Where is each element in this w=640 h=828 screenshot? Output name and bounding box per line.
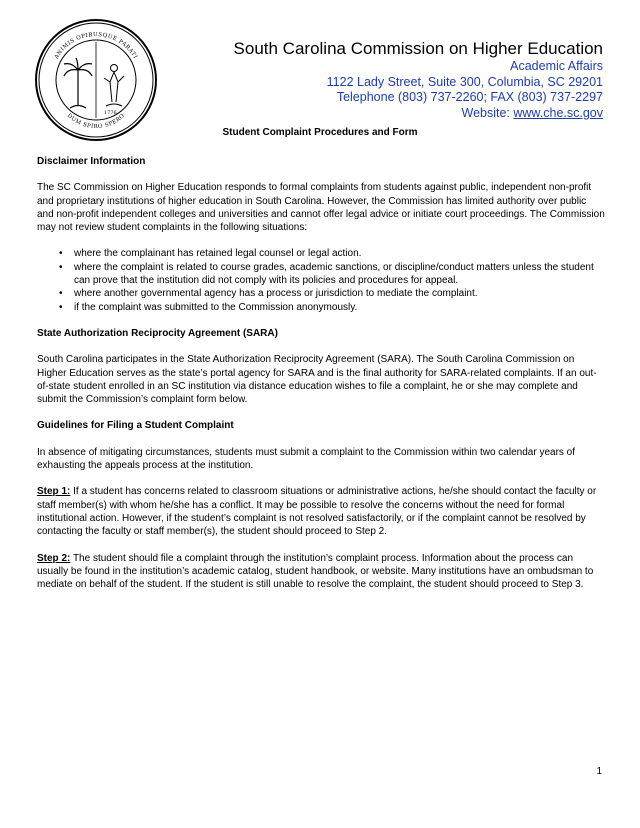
- guidelines-paragraph: In absence of mitigating circumstances, students must submit a complaint to the Commission within two calendar years of exhausting the appeals process at the institution.: [37, 446, 576, 472]
- list-item: [37, 261, 605, 288]
- phone-fax: Telephone (803) 737-2260; FAX (803) 737-2297: [336, 90, 603, 104]
- step1-label: Step 1:: [37, 486, 71, 498]
- step2-label: Step 2:: [37, 552, 71, 564]
- document-body: [37, 155, 605, 604]
- sara-paragraph: South Carolina participates in the State Authorization Reciprocity Agreement (SARA). The South Carolina Commission on Higher Education serves as the state’s portal agency for SARA and is the final authority for SARA-related complaints. If an out-of-state student enrolled in an SC institution via distance education wishes to file a complaint, he or she may complete and submit the Commission’s complaint form below.: [37, 354, 597, 406]
- list-item-text: where the complaint is related to course grades, academic sanctions, or discipline/conduct matters unless the student can prove that the institution did not comply with its policies and procedures for appeal.: [74, 261, 594, 287]
- disclaimer-paragraph: The SC Commission on Higher Education responds to formal complaints from students against public, independent non-profit and proprietary institutions of higher education in South Carolina. However, the Commission has limited authority over public and non-profit independent colleges and universities and cannot offer legal advice or initiate court proceedings. The Commission may not review student complaints in the following situations:: [37, 182, 605, 234]
- bullet-icon: •: [59, 261, 63, 273]
- website-label: Website:: [461, 105, 514, 120]
- step2-paragraph: [37, 552, 605, 592]
- bullet-icon: •: [59, 288, 63, 300]
- seal-year: 1776: [104, 110, 117, 116]
- disclaimer-heading: Disclaimer Information: [37, 156, 146, 167]
- page-number: 1: [596, 766, 602, 777]
- page-title: Student Complaint Procedures and Form: [222, 127, 418, 138]
- list-item: [37, 247, 605, 260]
- list-item: [37, 287, 605, 300]
- list-item-text: where the complainant has retained legal counsel or legal action.: [74, 248, 362, 260]
- list-item-text: where another governmental agency has a process or jurisdiction to mediate the complaint.: [74, 288, 478, 300]
- website: [234, 106, 603, 122]
- state-seal-icon: [34, 18, 158, 142]
- list-item-text: if the complaint was submitted to the Commission anonymously.: [74, 301, 358, 313]
- letterhead: [234, 38, 603, 121]
- list-item: [37, 301, 605, 314]
- step1-text: If a student has concerns related to classroom situations or administrative actions, he/she should contact the faculty or staff member(s) with whom he/she has a conflict. It may be possible to resolve the concerns without the need for formal institutional action. However, if the student’s complaint is not resolved satisfactorily, or if the complaint cannot be resolved by contacting the faculty or staff member(s), the student should proceed to Step 2.: [37, 486, 597, 538]
- seal-motto-bottom: DUM SPIRO SPERO: [65, 112, 127, 131]
- step1-paragraph: [37, 485, 605, 538]
- sara-heading: State Authorization Reciprocity Agreement (SARA): [37, 327, 278, 339]
- bullet-icon: •: [59, 301, 63, 313]
- situations-list: [37, 247, 605, 313]
- address: 1122 Lady Street, Suite 300, Columbia, SC 29201: [326, 74, 603, 89]
- step2-text: The student should file a complaint through the institution’s complaint process. Information about the process can usually be found in the institution’s academic catalog, student handbook, or website. Many institutions have an ombudsman to mediate on behalf of the student. If the student is still unable to resolve the complaint, the student should proceed to Step 3.: [37, 552, 594, 591]
- website-link[interactable]: www.che.sc.gov: [513, 105, 603, 120]
- org-name: South Carolina Commission on Higher Education: [233, 39, 603, 58]
- guidelines-heading: Guidelines for Filing a Student Complaint: [37, 420, 234, 432]
- department: Academic Affairs: [510, 59, 603, 73]
- bullet-icon: •: [59, 248, 63, 260]
- seal-motto-top: ANIMIS OPIBUSQUE PARATI: [53, 31, 139, 61]
